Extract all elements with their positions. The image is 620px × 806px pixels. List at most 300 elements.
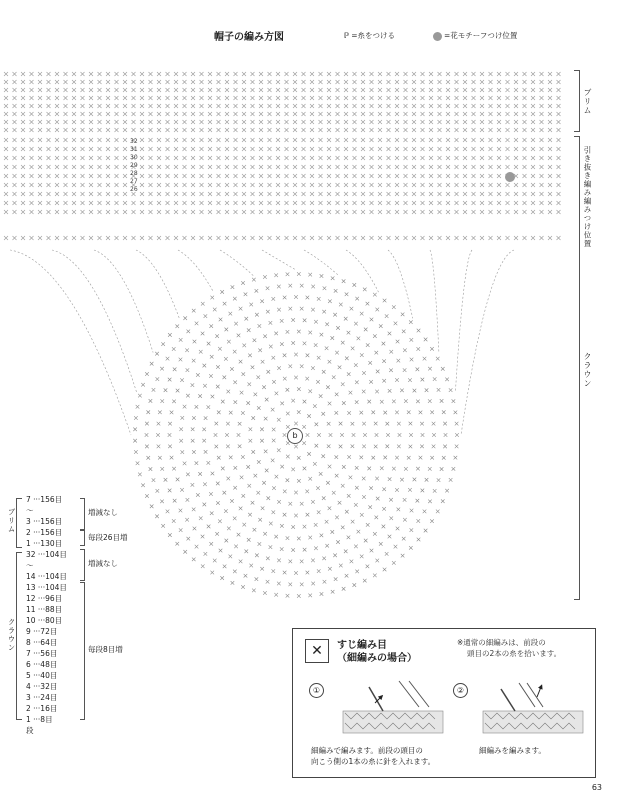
stitch-mark	[208, 236, 212, 240]
stitch-mark	[523, 138, 527, 142]
stitch-mark	[157, 104, 161, 108]
stitch-mark	[322, 370, 326, 374]
stitch-mark	[362, 495, 366, 499]
row-number: 30	[130, 154, 138, 161]
stitch-mark	[192, 309, 196, 313]
guide-line	[136, 250, 179, 318]
stitch-mark	[106, 147, 110, 151]
stitch-mark	[540, 72, 544, 76]
stitch-mark	[166, 236, 170, 240]
stitch-mark	[320, 333, 324, 337]
stitch-mark	[421, 128, 425, 132]
stitch-mark	[259, 165, 263, 169]
stitch-mark	[389, 350, 393, 354]
stitch-mark	[395, 88, 399, 92]
stitch-mark	[247, 484, 251, 488]
stitch-mark	[191, 96, 195, 100]
stitch-mark	[13, 128, 17, 132]
guide-line	[346, 250, 379, 292]
stitch-mark	[429, 120, 433, 124]
stitch-mark	[225, 120, 229, 124]
stitch-mark	[123, 112, 127, 116]
stitch-mark	[302, 210, 306, 214]
stitch-mark	[370, 80, 374, 84]
stitch-mark	[548, 210, 552, 214]
stitch-mark	[149, 236, 153, 240]
stitch-mark	[288, 583, 292, 587]
stitch-mark	[55, 80, 59, 84]
stitch-mark	[210, 571, 214, 575]
stitch-mark	[13, 112, 17, 116]
stitch-mark	[302, 183, 306, 187]
stitch-mark	[378, 72, 382, 76]
stitch-mark	[166, 80, 170, 84]
stitch-mark	[166, 156, 170, 160]
stitch-mark	[294, 571, 298, 575]
stitch-mark	[523, 201, 527, 205]
stitch-mark	[454, 411, 458, 415]
stitch-mark	[251, 501, 255, 505]
stitch-mark	[183, 183, 187, 187]
stitch-mark	[506, 128, 510, 132]
legend-motif-text: =花モチーフつけ位置	[444, 31, 518, 40]
stitch-mark	[277, 366, 281, 370]
stitch-mark	[306, 354, 310, 358]
stitch-mark	[220, 290, 224, 294]
stitch-mark	[98, 183, 102, 187]
stitch-mark	[291, 468, 295, 472]
stitch-mark	[234, 210, 238, 214]
stitch-mark	[421, 120, 425, 124]
stitch-mark	[140, 174, 144, 178]
stitch-mark	[514, 201, 518, 205]
stitch-mark	[373, 532, 377, 536]
stitch-mark	[251, 201, 255, 205]
stitch-mark	[387, 128, 391, 132]
stitch-mark	[81, 104, 85, 108]
stitch-mark	[55, 147, 59, 151]
stitch-mark	[237, 334, 241, 338]
stitch-mark	[310, 201, 314, 205]
stitch-mark	[234, 400, 238, 404]
stitch-mark	[446, 104, 450, 108]
stitch-mark	[208, 128, 212, 132]
stitch-mark	[149, 174, 153, 178]
stitch-mark	[455, 210, 459, 214]
stitch-mark	[106, 236, 110, 240]
stitch-mark	[164, 478, 168, 482]
stitch-mark	[472, 201, 476, 205]
stitch-mark	[506, 156, 510, 160]
stitch-mark	[306, 513, 310, 517]
stitch-mark	[191, 156, 195, 160]
stitch-mark	[335, 411, 339, 415]
stitch-mark	[225, 72, 229, 76]
stitch-mark	[225, 96, 229, 100]
stitch-mark	[21, 80, 25, 84]
stitch-mark	[55, 174, 59, 178]
stitch-mark	[81, 96, 85, 100]
stitch-mark	[514, 165, 518, 169]
stitch-mark	[455, 201, 459, 205]
stitch-mark	[98, 138, 102, 142]
stitch-mark	[225, 147, 229, 151]
stitch-mark	[506, 147, 510, 151]
stitch-mark	[327, 156, 331, 160]
stitch-mark	[489, 112, 493, 116]
stitch-mark	[238, 422, 242, 426]
stitch-mark	[30, 183, 34, 187]
stitch-mark	[269, 345, 273, 349]
stitch-mark	[361, 96, 365, 100]
stitch-mark	[208, 72, 212, 76]
stitch-mark	[370, 72, 374, 76]
stitch-mark	[366, 565, 370, 569]
stitch-mark	[404, 104, 408, 108]
left-crown-bracket	[16, 552, 22, 720]
stitch-mark	[186, 498, 190, 502]
stitch-mark	[208, 112, 212, 116]
stitch-mark	[251, 80, 255, 84]
stitch-mark	[274, 273, 278, 277]
stitch-mark	[180, 488, 184, 492]
stitch-mark	[201, 332, 205, 336]
stitch-mark	[540, 96, 544, 100]
stitch-mark	[322, 496, 326, 500]
stitch-mark	[13, 80, 17, 84]
stitch-mark	[259, 210, 263, 214]
stitch-mark	[21, 128, 25, 132]
stitch-mark	[540, 120, 544, 124]
stitch-mark	[203, 364, 207, 368]
stitch-mark	[327, 88, 331, 92]
stitch-mark	[217, 156, 221, 160]
stitch-mark	[47, 183, 51, 187]
stitch-mark	[472, 88, 476, 92]
stitch-mark	[207, 461, 211, 465]
stitch-mark	[64, 236, 68, 240]
stitch-mark	[216, 385, 220, 389]
stitch-mark	[72, 112, 76, 116]
stitch-mark	[308, 331, 312, 335]
stitch-mark	[140, 80, 144, 84]
stitch-mark	[285, 88, 289, 92]
stitch-mark	[361, 183, 365, 187]
stitch-mark	[47, 80, 51, 84]
stitch-mark	[506, 165, 510, 169]
stitch-mark	[136, 461, 140, 465]
stitch-mark	[215, 445, 219, 449]
stitch-mark	[64, 147, 68, 151]
stitch-mark	[446, 201, 450, 205]
stitch-mark	[378, 128, 382, 132]
stitch-mark	[276, 236, 280, 240]
stitch-mark	[30, 80, 34, 84]
stitch-mark	[179, 509, 183, 513]
stitch-mark	[218, 519, 222, 523]
stitch-mark	[13, 165, 17, 169]
stitch-mark	[21, 104, 25, 108]
stitch-mark	[200, 104, 204, 108]
stitch-mark	[472, 112, 476, 116]
stitch-mark	[38, 112, 42, 116]
stitch-mark	[247, 382, 251, 386]
stitch-mark	[330, 336, 334, 340]
stitch-mark	[201, 564, 205, 568]
stitch-mark	[208, 210, 212, 214]
stitch-mark	[548, 165, 552, 169]
stitch-mark	[310, 183, 314, 187]
stitch-mark	[395, 201, 399, 205]
stitch-mark	[353, 128, 357, 132]
stitch-mark	[360, 353, 364, 357]
stitch-mark	[361, 236, 365, 240]
stitch-mark	[98, 192, 102, 196]
stitch-mark	[286, 272, 290, 276]
stitch-mark	[259, 183, 263, 187]
stitch-mark	[4, 165, 8, 169]
stitch-mark	[223, 565, 227, 569]
stitch-mark	[263, 591, 267, 595]
stitch-mark	[242, 183, 246, 187]
stitch-mark	[489, 192, 493, 196]
stitch-mark	[174, 96, 178, 100]
stitch-mark	[256, 375, 260, 379]
stitch-mark	[81, 165, 85, 169]
stitch-mark	[254, 393, 258, 397]
stitch-mark	[378, 120, 382, 124]
stitch-mark	[389, 368, 393, 372]
stitch-mark	[410, 509, 414, 513]
stitch-mark	[397, 508, 401, 512]
stitch-mark	[140, 236, 144, 240]
stitch-mark	[183, 104, 187, 108]
stitch-mark	[244, 292, 248, 296]
stitch-mark	[480, 165, 484, 169]
stitch-mark	[291, 318, 295, 322]
stitch-mark	[64, 192, 68, 196]
stitch-mark	[394, 322, 398, 326]
stitch-mark	[403, 498, 407, 502]
stitch-mark	[268, 128, 272, 132]
stitch-mark	[274, 593, 278, 597]
stitch-mark	[55, 96, 59, 100]
stitch-mark	[293, 210, 297, 214]
stitch-mark	[98, 80, 102, 84]
stitch-mark	[244, 574, 248, 578]
stitch-mark	[437, 388, 441, 392]
stitch-mark	[540, 80, 544, 84]
stitch-mark	[226, 445, 230, 449]
stitch-mark	[344, 317, 348, 321]
stitch-mark	[395, 156, 399, 160]
stitch-mark	[195, 461, 199, 465]
stitch-mark	[186, 368, 190, 372]
stitch-mark	[55, 138, 59, 142]
stitch-mark	[540, 104, 544, 108]
stitch-mark	[168, 433, 172, 437]
stitch-mark	[191, 80, 195, 84]
stitch-mark	[353, 72, 357, 76]
stitch-mark	[310, 236, 314, 240]
stitch-mark	[354, 503, 358, 507]
stitch-mark	[514, 72, 518, 76]
stitch-mark	[123, 96, 127, 100]
stitch-mark	[429, 96, 433, 100]
stitch-mark	[557, 104, 561, 108]
stitch-mark	[289, 364, 293, 368]
stitch-mark	[204, 450, 208, 454]
stitch-mark	[395, 120, 399, 124]
stitch-mark	[463, 165, 467, 169]
row-number: 32	[130, 138, 138, 145]
stitch-mark	[472, 120, 476, 124]
stitch-mark	[557, 112, 561, 116]
stitch-mark	[327, 201, 331, 205]
stitch-mark	[463, 183, 467, 187]
stitch-mark	[335, 474, 339, 478]
stitch-mark	[283, 296, 287, 300]
stitch-mark	[353, 156, 357, 160]
stitch-mark	[369, 486, 373, 490]
stitch-mark	[328, 506, 332, 510]
stitch-mark	[310, 210, 314, 214]
stitch-mark	[300, 583, 304, 587]
stitch-mark	[241, 281, 245, 285]
stitch-mark	[64, 210, 68, 214]
stitch-mark	[540, 183, 544, 187]
stitch-mark	[251, 120, 255, 124]
stitch-mark	[241, 455, 245, 459]
stitch-mark	[350, 560, 354, 564]
stitch-mark	[336, 236, 340, 240]
stitch-mark	[38, 192, 42, 196]
stitch-mark	[38, 165, 42, 169]
stitch-mark	[392, 561, 396, 565]
stitch-mark	[421, 165, 425, 169]
stitch-mark	[370, 138, 374, 142]
stitch-mark	[146, 456, 150, 460]
stitch-mark	[416, 347, 420, 351]
stitch-mark	[229, 411, 233, 415]
stitch-mark	[149, 120, 153, 124]
row-count: 4 ···32目	[26, 682, 58, 691]
stitch-mark	[259, 72, 263, 76]
stitch-mark	[285, 128, 289, 132]
stitch-mark	[489, 80, 493, 84]
stitch-mark	[293, 128, 297, 132]
stitch-mark	[506, 72, 510, 76]
stitch-mark	[176, 478, 180, 482]
stitch-mark	[382, 525, 386, 529]
stitch-mark	[21, 210, 25, 214]
stitch-mark	[455, 88, 459, 92]
stitch-mark	[345, 357, 349, 361]
stitch-mark	[47, 174, 51, 178]
stitch-mark	[217, 128, 221, 132]
stitch-mark	[319, 72, 323, 76]
stitch-mark	[47, 138, 51, 142]
stitch-mark	[221, 400, 225, 404]
stitch-mark	[421, 112, 425, 116]
stitch-mark	[225, 201, 229, 205]
stitch-mark	[540, 138, 544, 142]
stitch-mark	[106, 165, 110, 169]
stitch-mark	[145, 372, 149, 376]
stitch-mark	[321, 412, 325, 416]
stitch-mark	[123, 156, 127, 160]
stitch-mark	[248, 354, 252, 358]
stitch-mark	[55, 192, 59, 196]
stitch-mark	[274, 535, 278, 539]
stitch-mark	[98, 147, 102, 151]
stitch-mark	[430, 456, 434, 460]
stitch-mark	[463, 128, 467, 132]
stitch-mark	[174, 236, 178, 240]
stitch-mark	[386, 433, 390, 437]
stitch-mark	[191, 174, 195, 178]
stitch-mark	[342, 465, 346, 469]
stitch-mark	[438, 147, 442, 151]
stitch-mark	[55, 165, 59, 169]
stitch-mark	[133, 428, 137, 432]
stitch-mark	[344, 72, 348, 76]
stitch-mark	[13, 138, 17, 142]
stitch-mark	[4, 104, 8, 108]
stitch-mark	[21, 72, 25, 76]
stitch-mark	[344, 120, 348, 124]
stitch-mark	[157, 147, 161, 151]
stitch-mark	[421, 183, 425, 187]
slip-stitch-label: 引き抜き編み編みつけ位置	[583, 146, 592, 248]
stitch-mark	[30, 210, 34, 214]
stitch-mark	[332, 375, 336, 379]
stitch-mark	[249, 303, 253, 307]
stitch-mark	[548, 201, 552, 205]
stitch-mark	[81, 147, 85, 151]
stitch-mark	[361, 165, 365, 169]
stitch-mark	[367, 467, 371, 471]
stitch-mark	[258, 542, 262, 546]
stitch-mark	[412, 128, 416, 132]
stitch-mark	[251, 192, 255, 196]
stitch-mark	[136, 405, 140, 409]
stitch-mark	[351, 444, 355, 448]
stitch-mark	[30, 147, 34, 151]
stitch-mark	[293, 112, 297, 116]
stitch-mark	[328, 567, 332, 571]
stitch-mark	[489, 147, 493, 151]
stitch-mark	[497, 120, 501, 124]
stitch-mark	[285, 174, 289, 178]
stitch-mark	[140, 96, 144, 100]
stitch-mark	[514, 236, 518, 240]
stitch-mark	[260, 439, 264, 443]
stitch-mark	[132, 72, 136, 76]
stitch-mark	[268, 72, 272, 76]
stitch-mark	[455, 433, 459, 437]
stitch-mark	[251, 236, 255, 240]
stitch-mark	[140, 201, 144, 205]
stitch-mark	[370, 96, 374, 100]
stitch-mark	[291, 399, 295, 403]
stitch-mark	[276, 88, 280, 92]
stitch-mark	[183, 201, 187, 205]
stitch-mark	[21, 138, 25, 142]
stitch-mark	[289, 502, 293, 506]
stitch-mark	[327, 112, 331, 116]
stitch-mark	[149, 128, 153, 132]
